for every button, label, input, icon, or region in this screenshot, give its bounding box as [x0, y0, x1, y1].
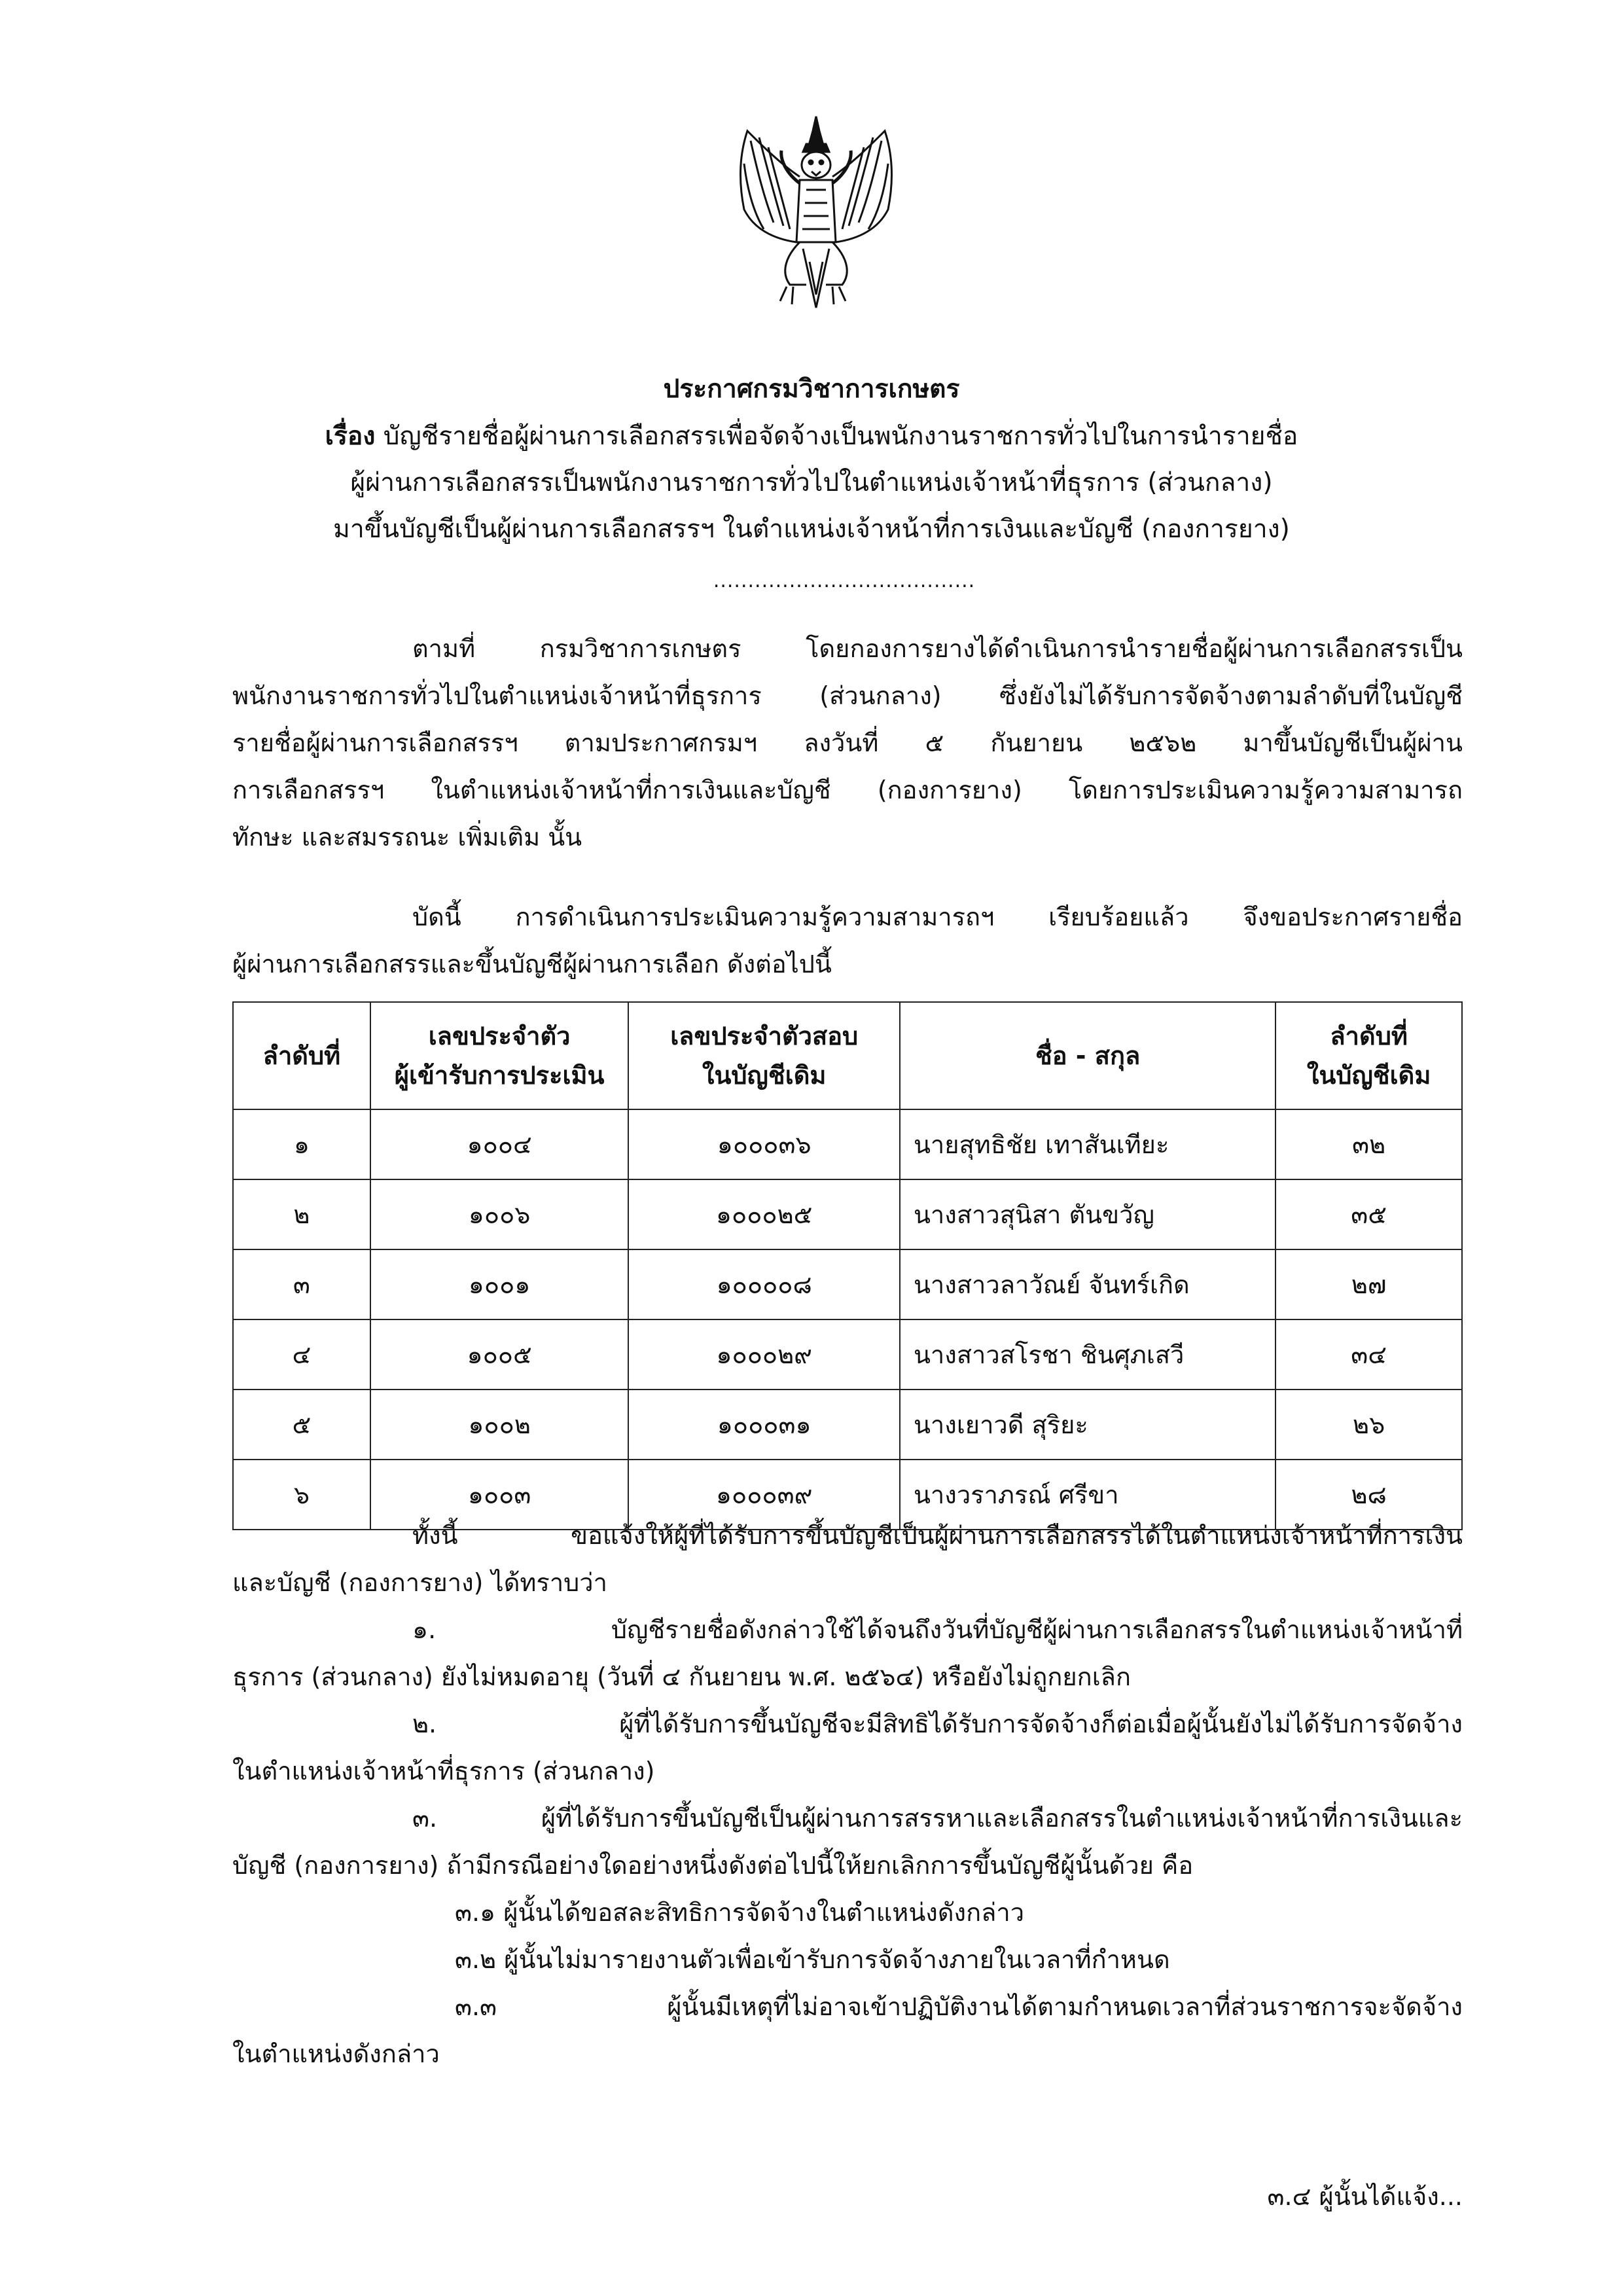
garuda-emblem-icon: [734, 111, 898, 321]
table-header-row: [233, 1002, 1462, 1109]
cell-order: ๒: [233, 1179, 370, 1249]
conditions-intro-line: ทั้งนี้ ขอแจ้งให้ผู้ที่ได้รับการขึ้นบัญชีเป็นผู้ผ่านการเลือกสรรได้ในตำแหน่งเจ้าหน้าที่การเงิน: [412, 1521, 1463, 1550]
condition-sub-3-1: ๓.๑ ผู้นั้นได้ขอสละสิทธิการจัดจ้างในตำแหน่งดังกล่าว: [455, 1898, 1025, 1927]
intro-line: ตามที่ กรมวิชาการเกษตร โดยกองการยางได้ดำเนินการนำรายชื่อผู้ผ่านการเลือกสรรเป็น: [412, 634, 1463, 663]
condition-sub-3-3: ๓.๓ ผู้นั้นมีเหตุที่ไม่อาจเข้าปฏิบัติงานได้ตามกำหนดเวลาที่ส่วนราชการจะจัดจ้าง: [455, 1992, 1463, 2021]
condition-item-1: ๑. บัญชีรายชื่อดังกล่าวใช้ได้จนถึงวันที่บัญชีผู้ผ่านการเลือกสรรในตำแหน่งเจ้าหน้าที่: [412, 1615, 1463, 1644]
page-continuation: ๓.๔ ผู้นั้นได้แจ้ง...: [1267, 2182, 1463, 2211]
cell-original-order: ๒๖: [1275, 1390, 1462, 1460]
cell-name: นางสาวลาวัณย์ จันทร์เกิด: [900, 1249, 1275, 1319]
cell-candidate-id: ๑๐๐๒: [370, 1390, 629, 1460]
cell-candidate-id: ๑๐๐๓: [370, 1460, 629, 1530]
cell-name: นายสุทธิชัย เทาสันเทียะ: [900, 1109, 1275, 1179]
announce-line: ผู้ผ่านการเลือกสรรและขึ้นบัญชีผู้ผ่านการเลือก ดังต่อไปนี้: [232, 950, 832, 978]
table-row: [233, 1109, 1462, 1179]
cell-exam-id: ๑๐๐๐๒๕: [628, 1179, 900, 1249]
header-name: ชื่อ - สกุล: [900, 1002, 1275, 1109]
header-original-order: ลำดับที่ ในบัญชีเดิม: [1275, 1002, 1462, 1109]
cell-original-order: ๓๕: [1275, 1179, 1462, 1249]
header-exam-id: เลขประจำตัวสอบ ในบัญชีเดิม: [628, 1002, 900, 1109]
cell-name: นางสาวสโรชา ชินศุภเสวี: [900, 1319, 1275, 1390]
cell-candidate-id: ๑๐๐๔: [370, 1109, 629, 1179]
separator-dots: ......................................: [713, 569, 976, 592]
condition-sub-3-2: ๓.๒ ผู้นั้นไม่มารายงานตัวเพื่อเข้ารับการจัดจ้างภายในเวลาที่กำหนด: [455, 1945, 1170, 1974]
condition-item-3-cont: บัญชี (กองการยาง) ถ้ามีกรณีอย่างใดอย่างหนึ่งดังต่อไปนี้ให้ยกเลิกการขึ้นบัญชีผู้นั้นด้วย คือ: [232, 1851, 1194, 1880]
conditions-section: [232, 1512, 1463, 2077]
cell-original-order: ๓๔: [1275, 1319, 1462, 1390]
cell-name: นางวราภรณ์ ศรีขา: [900, 1460, 1275, 1530]
subject-line-1: [196, 417, 1427, 456]
results-table: [232, 1001, 1463, 1530]
condition-item-2-cont: ในตำแหน่งเจ้าหน้าที่ธุรการ (ส่วนกลาง): [232, 1757, 655, 1785]
cell-original-order: ๓๒: [1275, 1109, 1462, 1179]
condition-sub-3-3-cont: ในตำแหน่งดังกล่าว: [232, 2039, 440, 2068]
cell-exam-id: ๑๐๐๐๐๘: [628, 1249, 900, 1319]
cell-order: ๔: [233, 1319, 370, 1390]
cell-order: ๓: [233, 1249, 370, 1319]
condition-item-1-cont: ธุรการ (ส่วนกลาง) ยังไม่หมดอายุ (วันที่ ๔ กันยายน พ.ศ. ๒๕๖๔) หรือยังไม่ถูกยกเลิก: [232, 1662, 1131, 1691]
cell-name: นางสาวสุนิสา ตันขวัญ: [900, 1179, 1275, 1249]
condition-item-2: ๒. ผู้ที่ได้รับการขึ้นบัญชีจะมีสิทธิได้รับการจัดจ้างก็ต่อเมื่อผู้นั้นยังไม่ได้รับการจัดจ้าง: [412, 1710, 1463, 1738]
intro-line: รายชื่อผู้ผ่านการเลือกสรรฯ ตามประกาศกรมฯ ลงวันที่ ๕ กันยายน ๒๕๖๒ มาขึ้นบัญชีเป็นผู้ผ่าน: [232, 728, 1463, 757]
cell-candidate-id: ๑๐๐๖: [370, 1179, 629, 1249]
cell-exam-id: ๑๐๐๐๒๙: [628, 1319, 900, 1390]
cell-exam-id: ๑๐๐๐๓๑: [628, 1390, 900, 1460]
condition-item-3: ๓. ผู้ที่ได้รับการขึ้นบัญชีเป็นผู้ผ่านการสรรหาและเลือกสรรในตำแหน่งเจ้าหน้าที่การเงินและ: [412, 1804, 1463, 1833]
cell-order: ๕: [233, 1390, 370, 1460]
conditions-intro-line: และบัญชี (กองการยาง) ได้ทราบว่า: [232, 1568, 607, 1597]
announce-paragraph: [232, 893, 1463, 988]
cell-exam-id: ๑๐๐๐๓๙: [628, 1460, 900, 1530]
cell-order: ๖: [233, 1460, 370, 1530]
subject-line-2: ผู้ผ่านการเลือกสรรเป็นพนักงานราชการทั่วไปในตำแหน่งเจ้าหน้าที่ธุรการ (ส่วนกลาง): [350, 468, 1273, 497]
intro-line: พนักงานราชการทั่วไปในตำแหน่งเจ้าหน้าที่ธุรการ (ส่วนกลาง) ซึ่งยังไม่ได้รับการจัดจ้างตามลำดับที่ในบัญชี: [232, 681, 1463, 710]
intro-line: ทักษะ และสมรรถนะ เพิ่มเติม นั้น: [232, 823, 582, 852]
announce-line: บัดนี้ การดำเนินการประเมินความรู้ความสามารถฯ เรียบร้อยแล้ว จึงขอประกาศรายชื่อ: [412, 903, 1463, 931]
cell-name: นางเยาวดี สุริยะ: [900, 1390, 1275, 1460]
announcement-title: ประกาศกรมวิชาการเกษตร: [663, 374, 960, 404]
intro-paragraph: [232, 625, 1463, 861]
intro-line: การเลือกสรรฯ ในตำแหน่งเจ้าหน้าที่การเงินและบัญชี (กองการยาง) โดยการประเมินความรู้ความสามารถ: [232, 776, 1463, 804]
subject-line-3: มาขึ้นบัญชีเป็นผู้ผ่านการเลือกสรรฯ ในตำแหน่งเจ้าหน้าที่การเงินและบัญชี (กองการยาง): [333, 514, 1290, 544]
table-row: [233, 1249, 1462, 1319]
cell-candidate-id: ๑๐๐๑: [370, 1249, 629, 1319]
subject-text-1: บัญชีรายชื่อผู้ผ่านการเลือกสรรเพื่อจัดจ้างเป็นพนักงานราชการทั่วไปในการนำรายชื่อ: [383, 422, 1298, 451]
cell-candidate-id: ๑๐๐๕: [370, 1319, 629, 1390]
cell-original-order: ๒๘: [1275, 1460, 1462, 1530]
cell-exam-id: ๑๐๐๐๓๖: [628, 1109, 900, 1179]
table-row: [233, 1390, 1462, 1460]
subject-label: เรื่อง: [325, 422, 376, 451]
cell-order: ๑: [233, 1109, 370, 1179]
table-row: [233, 1179, 1462, 1249]
table-row: [233, 1319, 1462, 1390]
cell-original-order: ๒๗: [1275, 1249, 1462, 1319]
header-candidate-id: เลขประจำตัว ผู้เข้ารับการประเมิน: [370, 1002, 629, 1109]
header-order: ลำดับที่: [233, 1002, 370, 1109]
